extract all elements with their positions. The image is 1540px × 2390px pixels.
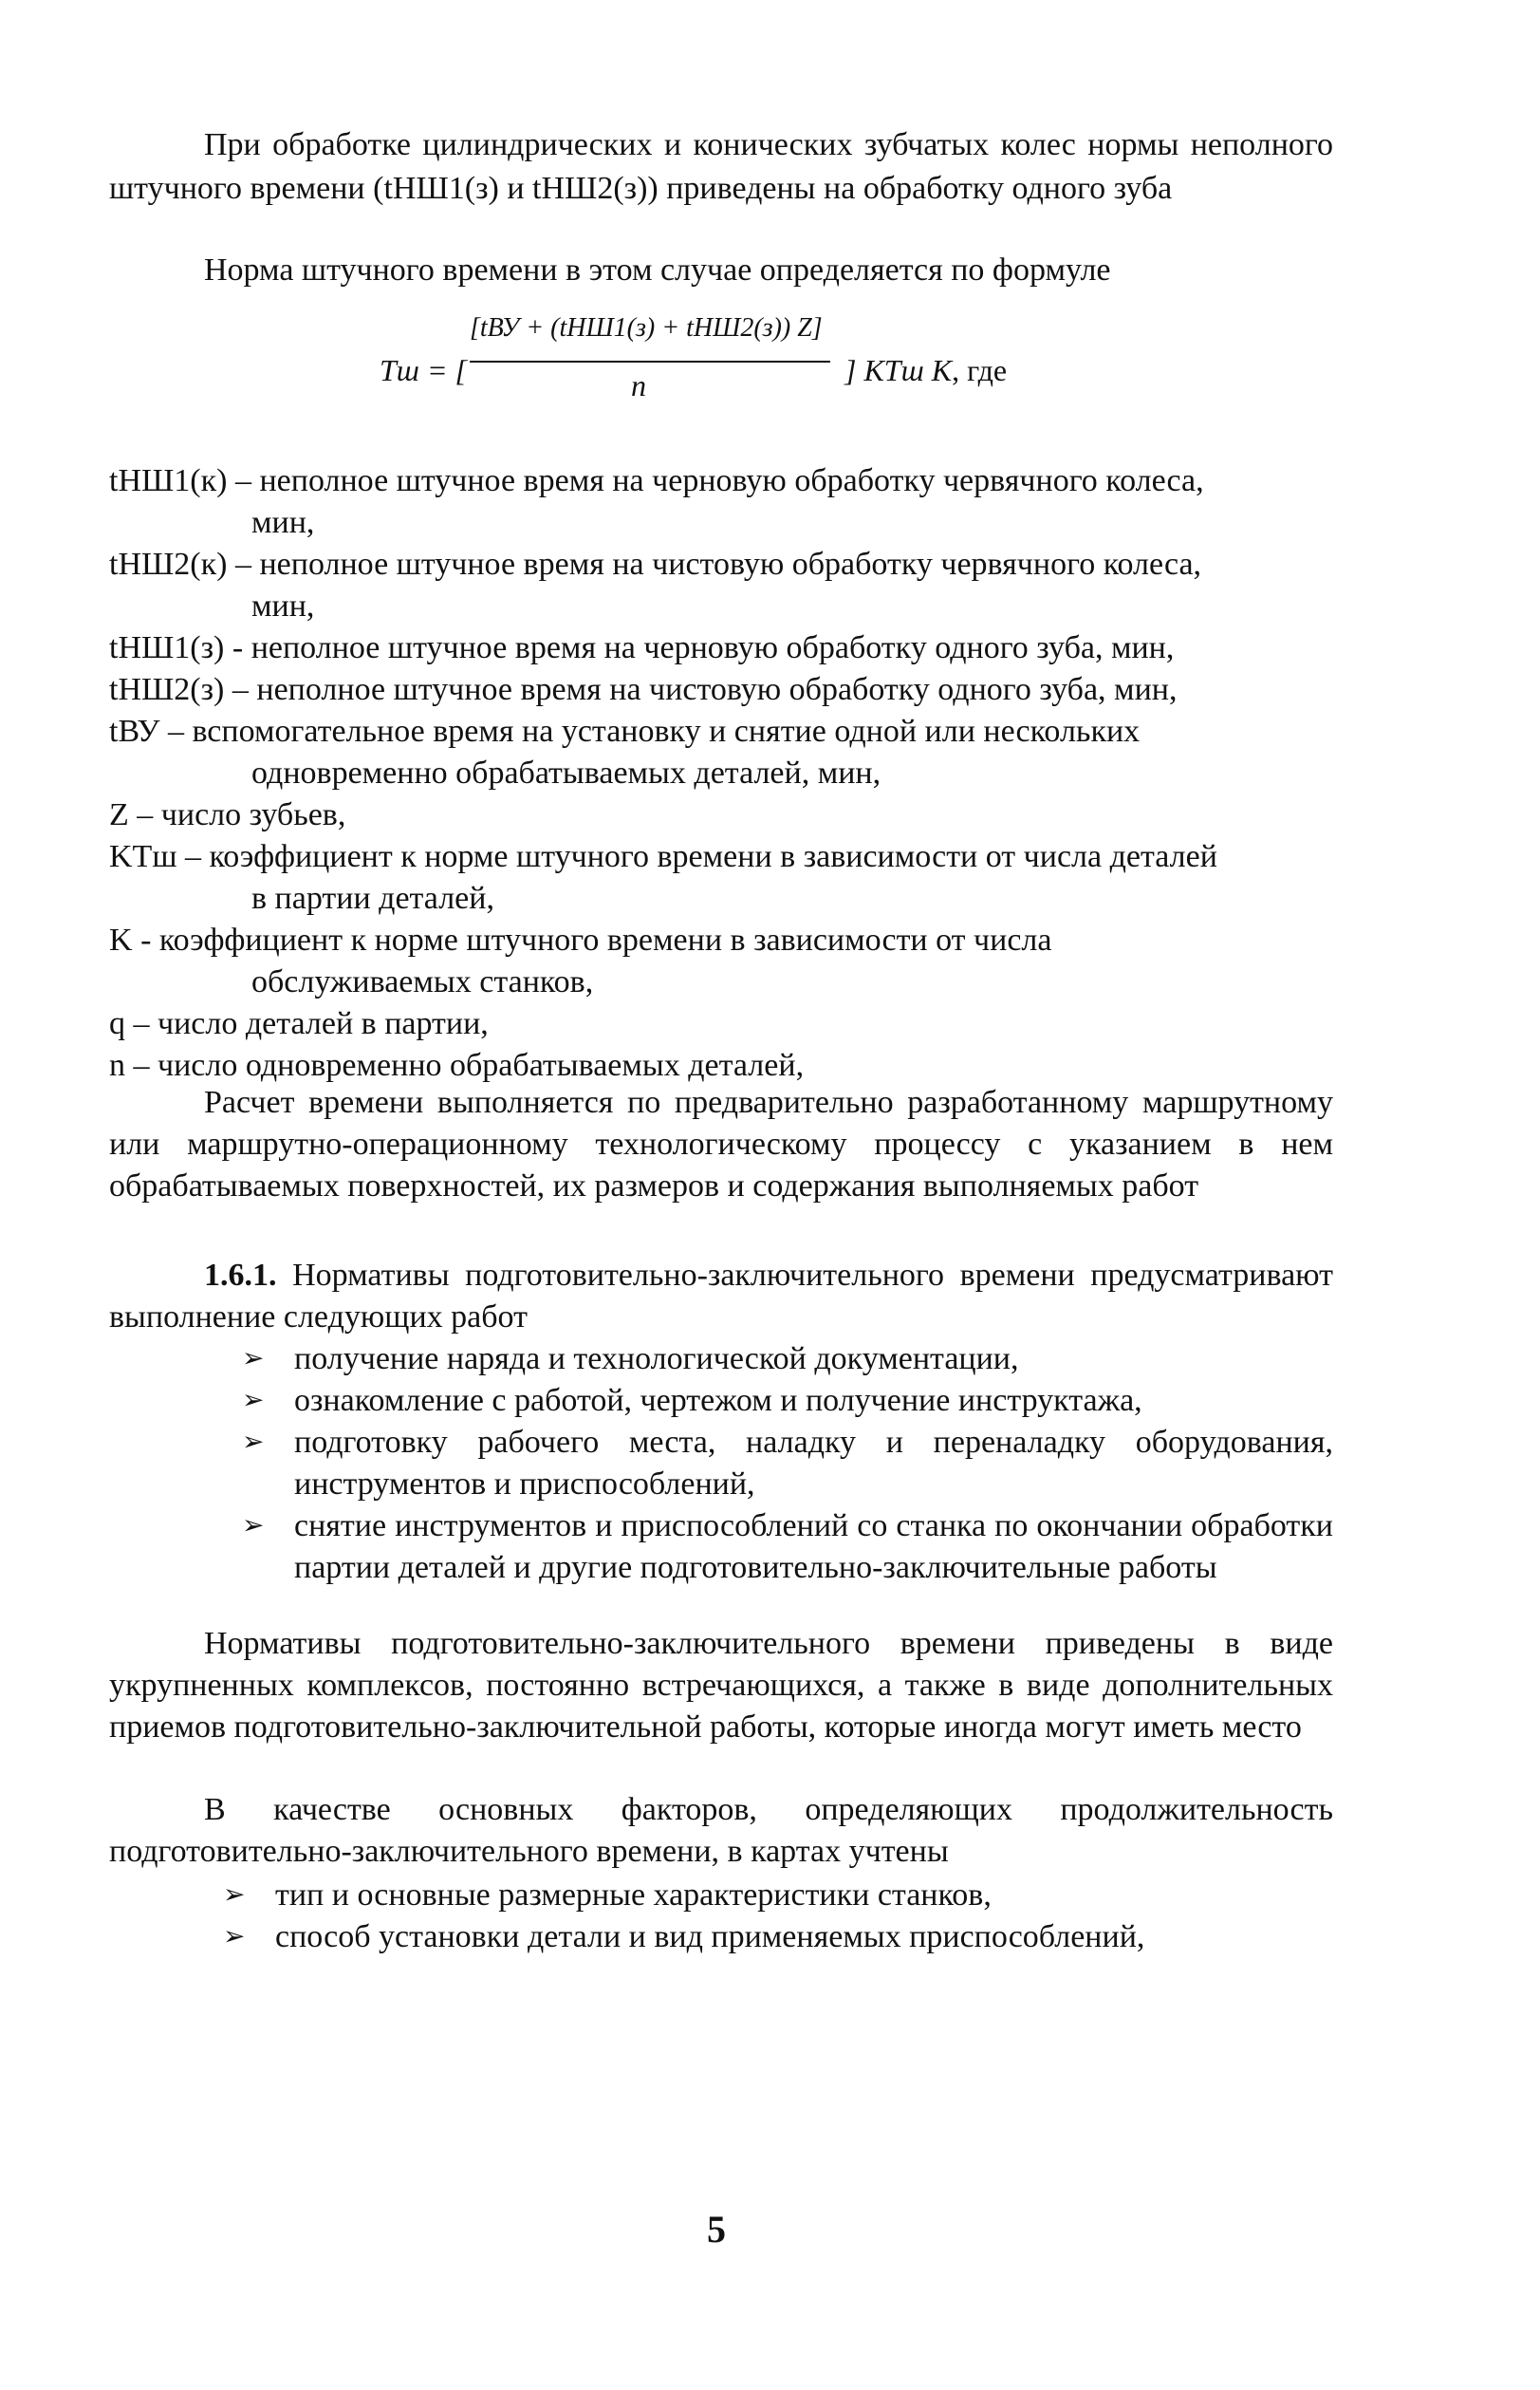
definition-item bbox=[109, 669, 1333, 711]
definition-term: tНШ1(з) bbox=[109, 630, 225, 665]
definition-term: KTш bbox=[109, 839, 177, 874]
definition-term: K bbox=[109, 923, 133, 958]
arrow-bullet-icon: ➢ bbox=[242, 1344, 265, 1373]
list-item: ➢ подготовку рабочего места, наладку и переналадку оборудования, инструментов и приспособлений, bbox=[242, 1422, 1333, 1505]
paragraph-norms: Нормативы подготовительно-заключительного времени приведены в виде укрупненных комплексов, постоянно встречающихся, а также в виде дополнительных приемов подготовительно-заключительной работы, которые иногда могут иметь место bbox=[109, 1626, 1333, 1745]
definition-item bbox=[109, 711, 1333, 753]
formula-gde: , где bbox=[952, 353, 1008, 387]
formula-rhs bbox=[844, 353, 1007, 388]
definition-text: – коэффициент к норме штучного времени в зависимости от числа деталей bbox=[176, 839, 1217, 874]
list-item: ➢ снятие инструментов и приспособлений со станка по окончании обработки партии деталей и другие подготовительно-заключительные работы bbox=[242, 1505, 1333, 1589]
definition-text: – неполное штучное время на черновую обработку червячного колеса, bbox=[227, 463, 1204, 498]
paragraph-calculation: Расчет времени выполняется по предварительно разработанному маршрутному или маршрутно-операционному технологическому процессу с указанием в нем обрабатываемых поверхностей, их размеров и содержания выполняемых работ bbox=[109, 1085, 1333, 1204]
definition-text: - неполное штучное время на черновую обработку одного зуба, мин, bbox=[224, 630, 1175, 665]
definition-item bbox=[109, 920, 1333, 962]
arrow-bullet-icon: ➢ bbox=[242, 1386, 265, 1415]
definition-item bbox=[109, 794, 1333, 836]
fraction-bar bbox=[470, 361, 830, 363]
definition-text: – неполное штучное время на чистовую обработку одного зуба, мин, bbox=[224, 672, 1178, 707]
arrow-bullet-icon: ➢ bbox=[223, 1922, 246, 1951]
paragraph-formula-intro: Норма штучного времени в этом случае определяется по формуле bbox=[204, 252, 1111, 288]
definition-term: n bbox=[109, 1048, 125, 1083]
arrow-bullet-icon: ➢ bbox=[242, 1428, 265, 1457]
definition-text: – число деталей в партии, bbox=[125, 1006, 489, 1041]
definition-term: q bbox=[109, 1006, 125, 1041]
definition-cont: мин, bbox=[251, 588, 315, 624]
formula-numerator: [tВУ + (tНШ1(з) + tНШ2(з)) Z] bbox=[470, 313, 823, 343]
bullet-list-works bbox=[242, 1338, 1333, 1589]
definition-term: Z bbox=[109, 797, 129, 832]
formula-denominator: n bbox=[631, 368, 646, 402]
definition-item bbox=[109, 1003, 1333, 1045]
definition-item bbox=[109, 1045, 1333, 1087]
arrow-bullet-icon: ➢ bbox=[242, 1511, 265, 1540]
definition-text: – число одновременно обрабатываемых деталей, bbox=[125, 1048, 805, 1083]
section-1-6-1 bbox=[109, 1255, 1333, 1338]
formula bbox=[380, 313, 1101, 427]
definition-term: tНШ1(к) bbox=[109, 463, 228, 498]
definition-item bbox=[109, 544, 1333, 586]
list-item: ➢ способ установки детали и вид применяемых приспособлений, bbox=[223, 1916, 1314, 1958]
definition-item bbox=[109, 460, 1333, 502]
arrow-bullet-icon: ➢ bbox=[223, 1880, 246, 1910]
section-text: Нормативы подготовительно-заключительного времени предусматривают выполнение следующих работ bbox=[109, 1258, 1333, 1335]
definition-text: – вспомогательное время на установку и снятие одной или нескольких bbox=[159, 714, 1141, 749]
list-item: ➢ тип и основные размерные характеристики станков, bbox=[223, 1875, 1314, 1916]
definition-item bbox=[109, 836, 1333, 878]
definition-text: – число зубьев, bbox=[128, 797, 346, 832]
paragraph-factors: В качестве основных факторов, определяющих продолжительность подготовительно-заключительного времени, в картах учтены bbox=[109, 1792, 1333, 1869]
definition-cont: в партии деталей, bbox=[251, 881, 494, 916]
definition-cont: одновременно обрабатываемых деталей, мин, bbox=[251, 756, 881, 791]
list-item: ➢ ознакомление с работой, чертежом и получение инструктажа, bbox=[242, 1380, 1333, 1422]
list-item: ➢ получение наряда и технологической документации, bbox=[242, 1338, 1333, 1380]
section-number: 1.6.1. bbox=[204, 1258, 277, 1293]
definition-term: tВУ bbox=[109, 714, 160, 749]
definition-item bbox=[109, 627, 1333, 669]
formula-rhs-terms: ] KTш K bbox=[844, 353, 953, 387]
page-number: 5 bbox=[707, 2208, 726, 2250]
definitions-list bbox=[109, 460, 1333, 1087]
definition-text: - коэффициент к норме штучного времени в зависимости от числа bbox=[132, 923, 1052, 958]
definition-text: – неполное штучное время на чистовую обработку червячного колеса, bbox=[227, 547, 1202, 582]
formula-lhs: Tш = [ bbox=[380, 353, 467, 387]
paragraph-intro: При обработке цилиндрических и конических зубчатых колес нормы неполного штучного времени (tНШ1(з) и tНШ2(з)) приведены на обработку одного зуба bbox=[109, 127, 1333, 206]
bullet-list-factors bbox=[223, 1875, 1314, 1958]
definition-cont: обслуживаемых станков, bbox=[251, 964, 594, 999]
definition-cont: мин, bbox=[251, 505, 315, 540]
definition-term: tНШ2(к) bbox=[109, 547, 228, 582]
definition-term: tНШ2(з) bbox=[109, 672, 225, 707]
